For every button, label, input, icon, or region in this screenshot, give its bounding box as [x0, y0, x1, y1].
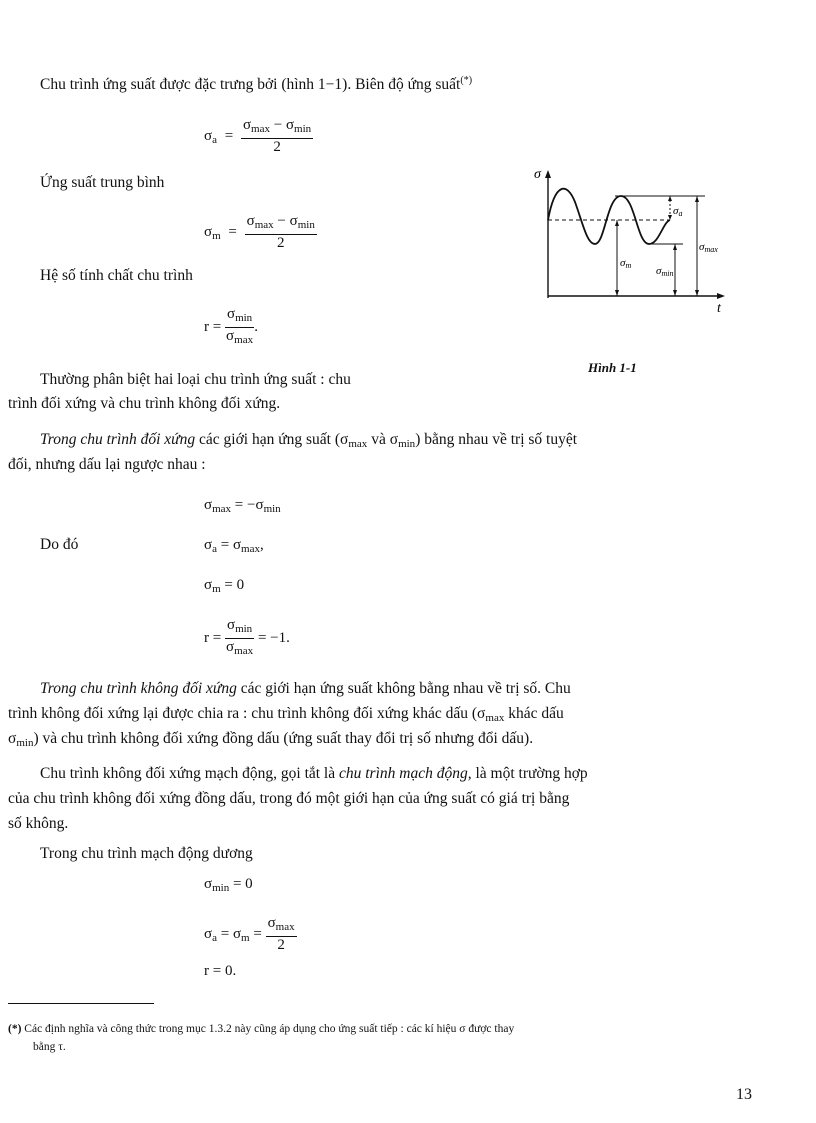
- equation-pos-a: $\sigma_a = \sigma_m$ = $\frac{\sigma_{max}}{2}$: [204, 915, 295, 953]
- para-asymmetric-line2: trình không đối xứng lại được chia ra : chu trình không đối xứng khác dấu ($\sigma_{max}$ khác dấu: [8, 705, 564, 724]
- equation-pos-r: r = 0.: [204, 963, 237, 979]
- para-two-types-line2: trình đối xứng và chu trình không đối xứng.: [8, 395, 281, 412]
- equation-sym-r: r = $\frac{\sigma_{min}}{\sigma_{max}}$ = −1.: [204, 617, 290, 657]
- footnote-divider: [8, 1003, 154, 1004]
- para-symmetric-line1: Trong chu trình đối xứng các giới hạn ứng suất ($\sigma_{max}$ và $\sigma_{min}$) bằng nhau về trị số tuyệt: [40, 431, 578, 450]
- footnote-ref: (*): [460, 75, 473, 86]
- para-pulsating-line2: của chu trình không đối xứng đồng dấu, trong đó một giới hạn của ứng suất có giá trị bằng: [8, 790, 570, 807]
- figure-label-mean: σm: [620, 257, 632, 270]
- para-asymmetric-line1: Trong chu trình không đối xứng các giới hạn ứng suất không bằng nhau về trị số. Chu: [40, 680, 571, 697]
- equation-r: r = $\frac{\sigma_{min}}{\sigma_{max}}$ .: [204, 306, 258, 346]
- label-mean-stress: Ứng suất trung bình: [40, 174, 165, 191]
- para-asymmetric-line3: $\sigma_{min}$) và chu trình không đối xứng đồng dấu (ứng suất thay đổi trị số nhưng đổi dấu).: [8, 730, 534, 749]
- equation-pos-min: $\sigma_{min} = 0$: [204, 876, 253, 894]
- figure-y-axis-label: σ: [534, 167, 541, 182]
- intro-paragraph: [40, 75, 472, 94]
- footnote-line2: bằng τ.: [33, 1041, 66, 1053]
- para-two-types-line1: Thường phân biệt hai loại chu trình ứng suất : chu: [40, 371, 351, 388]
- equation-sigma-a: $\sigma_a$ = $\frac{\sigma_{max} - \sigma_{min}}{2}$: [204, 117, 312, 155]
- equation-sym-m: $\sigma_m = 0$: [204, 577, 245, 595]
- para-symmetric-line2: đối, nhưng dấu lại ngược nhau :: [8, 456, 206, 473]
- figure-caption: Hình 1-1: [588, 360, 637, 375]
- equation-sigma-m: $\sigma_m$ = $\frac{\sigma_{max} - \sigma_{min}}{2}$: [204, 213, 315, 251]
- figure-x-axis-label: t: [717, 301, 721, 316]
- footnote-line1: (*) Các định nghĩa và công thức trong mục 1.3.2 này cũng áp dụng cho ứng suất tiếp : các kí hiệu σ được thay: [8, 1023, 515, 1035]
- figure-label-min: σmin: [656, 265, 674, 278]
- figure-label-amplitude: σa: [673, 205, 683, 218]
- para-pulsating-line1: Chu trình không đối xứng mạch động, gọi tắt là chu trình mạch động, là một trường hợp: [40, 765, 588, 782]
- equation-sym-max: $\sigma_{max} = -\sigma_{min}$: [204, 497, 281, 515]
- page-number: 13: [736, 1086, 752, 1103]
- stress-cycle-figure: [525, 162, 745, 322]
- para-pulsating-line3: số không.: [8, 815, 69, 832]
- figure-label-max: σmax: [699, 241, 718, 254]
- para-positive-pulsating: Trong chu trình mạch động dương: [40, 845, 253, 862]
- label-cycle-ratio: Hệ số tính chất chu trình: [40, 267, 193, 284]
- label-thus: Do đó: [40, 536, 79, 553]
- equation-sym-a: $\sigma_a = \sigma_{max}$,: [204, 537, 264, 555]
- intro-text: Chu trình ứng suất được đặc trưng bởi (hình 1−1). Biên độ ứng suất: [40, 76, 461, 93]
